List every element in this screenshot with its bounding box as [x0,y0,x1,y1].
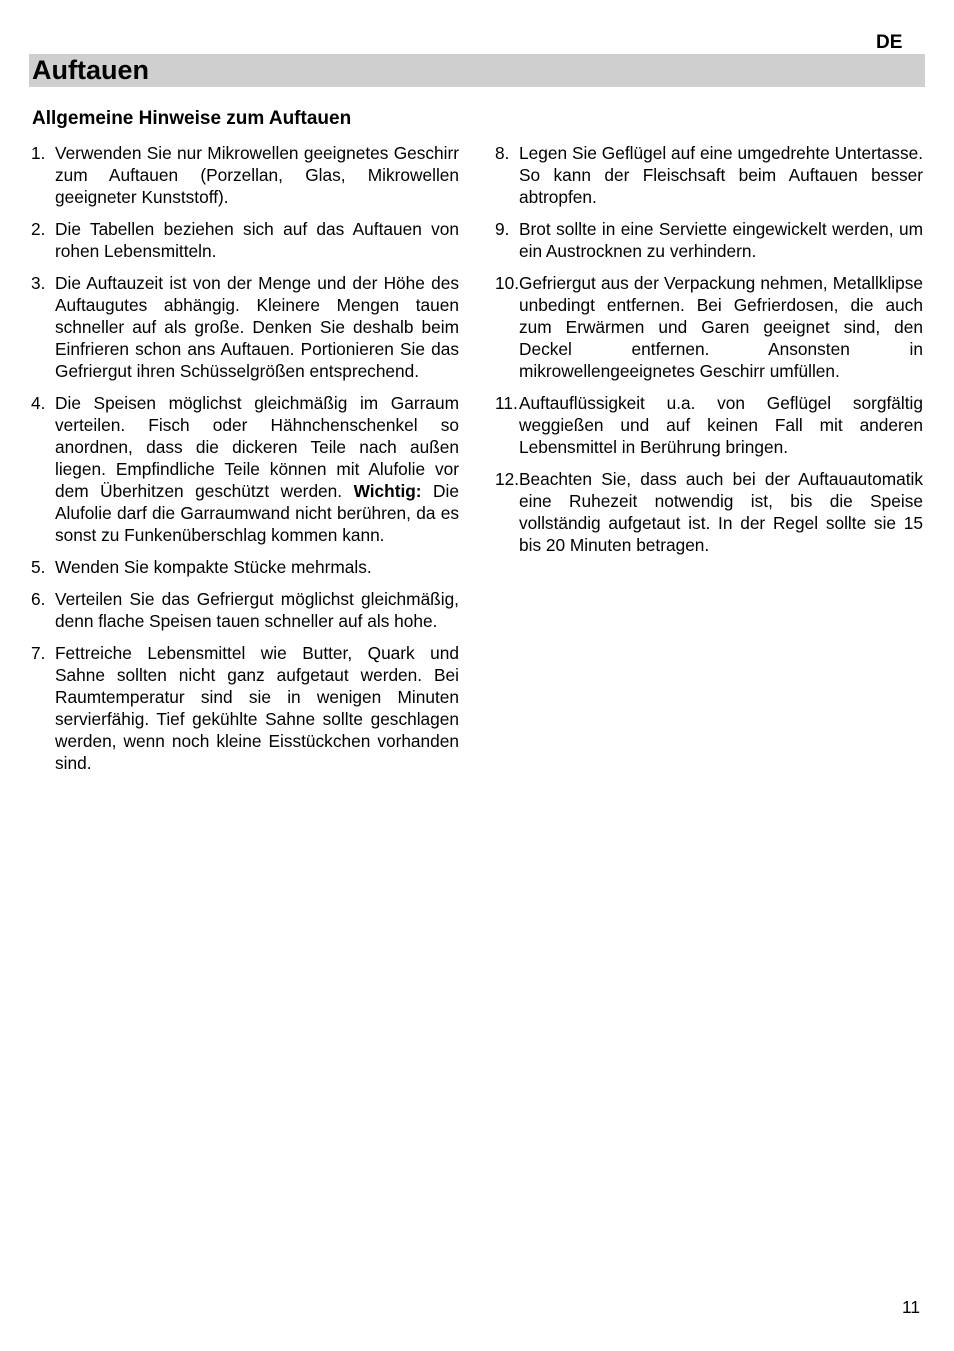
title-bar [29,54,925,87]
language-code: DE [876,32,903,53]
list-item [31,272,459,382]
list-item [495,392,923,458]
list-item-number: 12. [495,469,520,489]
section-heading: Allgemeine Hinweise zum Auftauen [32,108,352,129]
list-item [31,142,459,208]
list-item [31,392,459,546]
list-item-text: Die Alufolie darf die Garraumwand nicht berühren, da es sonst zu Funkenüberschlag kommen kann. [55,481,459,545]
list-item [31,218,459,262]
list-item-text: Die Speisen möglichst gleichmäßig im Garraum verteilen. Fisch oder Hähnchenschenkel so anordnen, dass die dickeren Teile nach außen liegen. Empfindliche Teile können mit Alufolie vor dem Überhitzen geschützt werden. [55,393,459,501]
list-item [31,588,459,632]
list-item-text: Die Tabellen beziehen sich auf das Auftauen von rohen Lebensmitteln. [55,219,459,261]
list-item [31,642,459,774]
list-item-text: Verwenden Sie nur Mikrowellen geeignetes Geschirr zum Auftauen (Porzellan, Glas, Mikrowellen geeigneter Kunststoff). [55,143,459,207]
list-item-text: Die Auftauzeit ist von der Menge und der Höhe des Auftaugutes abhängig. Kleinere Mengen tauen schneller auf als große. Denken Sie deshalb beim Einfrieren schon ans Auftauen. Portionieren Sie das Gefriergut ihren Schüsselgrößen entsprechend. [55,273,459,381]
list-item-text: Brot sollte in eine Serviette eingewickelt werden, um ein Austrocknen zu verhindern. [519,219,923,261]
list-item-number: 6. [31,589,46,609]
list-item-text: Auftauflüssigkeit u.a. von Geflügel sorgfältig weggießen und auf keinen Fall mit anderen Lebensmittel in Berührung bringen. [519,393,923,457]
page-title: Auftauen [32,55,149,85]
list-item-text: Verteilen Sie das Gefriergut möglichst gleichmäßig, denn flache Speisen tauen schneller auf als hohe. [55,589,459,631]
left-column [31,142,459,784]
list-item [495,142,923,208]
list-item-number: 8. [495,143,510,163]
list-item-number: 4. [31,393,46,413]
list-item-number: 9. [495,219,510,239]
list-item-number: 1. [31,143,46,163]
list-item [495,272,923,382]
list-item [495,218,923,262]
list-item-text: Beachten Sie, dass auch bei der Auftauautomatik eine Ruhezeit notwendig ist, bis die Speise vollständig aufgetaut ist. In der Regel sollte sie 15 bis 20 Minuten betragen. [519,469,923,555]
list-item [31,556,459,578]
list-item-number: 5. [31,557,46,577]
list-item-number: 2. [31,219,46,239]
page-number: 11 [902,1297,920,1317]
warning-label: Wichtig: [353,481,422,501]
list-item-text: Legen Sie Geflügel auf eine umgedrehte Untertasse. So kann der Fleischsaft beim Auftauen besser abtropfen. [519,143,923,207]
list-item-text: Gefriergut aus der Verpackung nehmen, Metallklipse unbedingt entfernen. Bei Gefrierdosen, die auch zum Erwärmen und Garen geeignet sind, den Deckel entfernen. Ansonsten in mikrowellengeeignetes Geschirr umfüllen. [519,273,923,381]
list-item-number: 7. [31,643,46,663]
list-item-text: Fettreiche Lebensmittel wie Butter, Quark und Sahne sollten nicht ganz aufgetaut werden. Bei Raumtemperatur sind sie in wenigen Minuten servierfähig. Tief gekühlte Sahne sollte geschlagen werden, wenn noch kleine Eisstückchen vorhanden sind. [55,643,459,773]
list-item-number: 10. [495,273,520,293]
right-column [495,142,923,566]
list-item [495,468,923,556]
list-item-text: Wenden Sie kompakte Stücke mehrmals. [55,557,372,577]
list-item-number: 3. [31,273,46,293]
list-item-number: 11. [495,393,518,413]
